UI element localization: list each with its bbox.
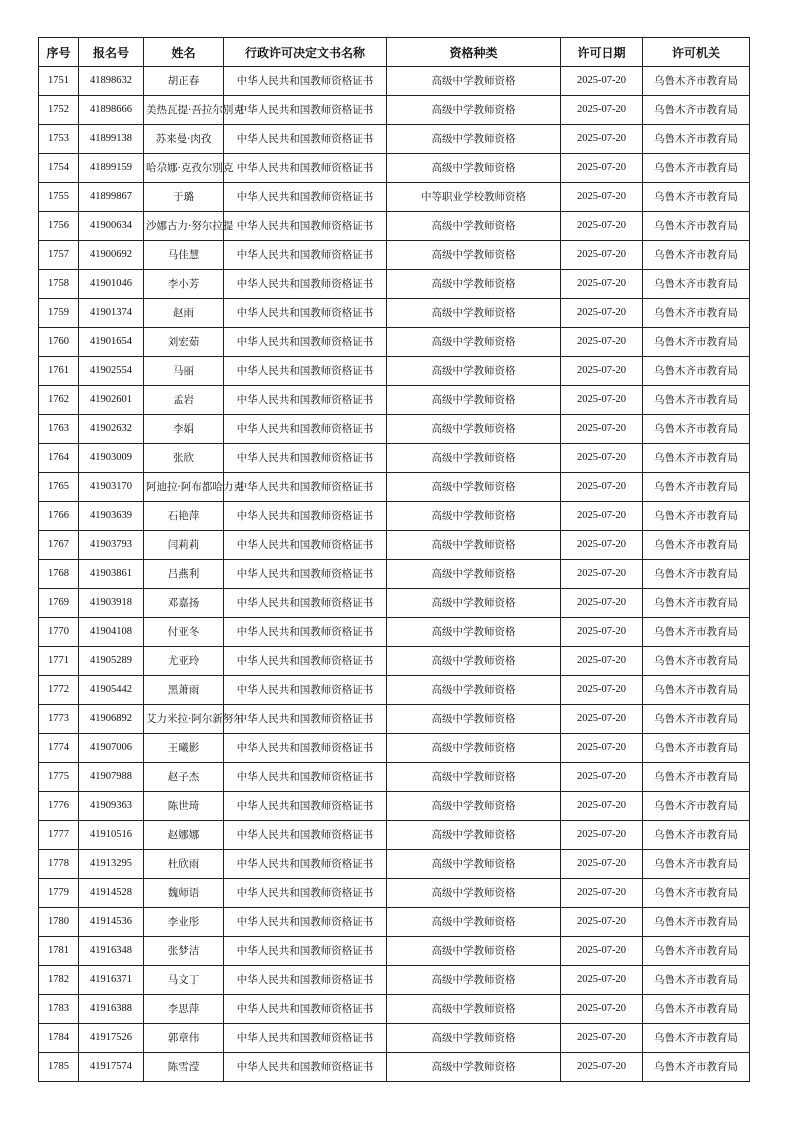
header-document-name: 行政许可决定文书名称 [224,38,387,67]
cell-license-date: 2025-07-20 [561,966,643,995]
cell-qualification-type: 高级中学教师资格 [387,473,561,502]
cell-qualification-type: 中等职业学校教师资格 [387,183,561,212]
cell-document-name: 中华人民共和国教师资格证书 [224,125,387,154]
cell-authority: 乌鲁木齐市教育局 [643,879,750,908]
header-license-date: 许可日期 [561,38,643,67]
cell-registration-no: 41898632 [79,67,144,96]
cell-serial: 1753 [39,125,79,154]
cell-qualification-type: 高级中学教师资格 [387,937,561,966]
cell-name: 杜欣雨 [144,850,224,879]
cell-document-name: 中华人民共和国教师资格证书 [224,589,387,618]
cell-authority: 乌鲁木齐市教育局 [643,937,750,966]
cell-qualification-type: 高级中学教师资格 [387,763,561,792]
cell-registration-no: 41916348 [79,937,144,966]
cell-qualification-type: 高级中学教师资格 [387,792,561,821]
cell-registration-no: 41903793 [79,531,144,560]
cell-authority: 乌鲁木齐市教育局 [643,705,750,734]
cell-document-name: 中华人民共和国教师资格证书 [224,328,387,357]
cell-authority: 乌鲁木齐市教育局 [643,183,750,212]
cell-qualification-type: 高级中学教师资格 [387,676,561,705]
cell-registration-no: 41903918 [79,589,144,618]
cell-authority: 乌鲁木齐市教育局 [643,560,750,589]
cell-name: 艾力米拉·阿尔新努尔 [144,705,224,734]
cell-registration-no: 41901374 [79,299,144,328]
header-authority: 许可机关 [643,38,750,67]
cell-document-name: 中华人民共和国教师资格证书 [224,183,387,212]
cell-authority: 乌鲁木齐市教育局 [643,850,750,879]
table-row [39,241,750,270]
cell-authority: 乌鲁木齐市教育局 [643,125,750,154]
cell-authority: 乌鲁木齐市教育局 [643,299,750,328]
cell-name: 李娟 [144,415,224,444]
cell-serial: 1771 [39,647,79,676]
cell-registration-no: 41901046 [79,270,144,299]
cell-license-date: 2025-07-20 [561,444,643,473]
cell-serial: 1769 [39,589,79,618]
cell-name: 付亚冬 [144,618,224,647]
cell-serial: 1776 [39,792,79,821]
table-row [39,328,750,357]
cell-license-date: 2025-07-20 [561,676,643,705]
cell-registration-no: 41899867 [79,183,144,212]
table-row [39,212,750,241]
cell-serial: 1780 [39,908,79,937]
cell-document-name: 中华人民共和国教师资格证书 [224,96,387,125]
cell-qualification-type: 高级中学教师资格 [387,299,561,328]
cell-name: 哈尕娜·克孜尔别克 [144,154,224,183]
cell-license-date: 2025-07-20 [561,705,643,734]
cell-document-name: 中华人民共和国教师资格证书 [224,386,387,415]
table-row [39,270,750,299]
cell-license-date: 2025-07-20 [561,937,643,966]
cell-authority: 乌鲁木齐市教育局 [643,270,750,299]
cell-qualification-type: 高级中学教师资格 [387,966,561,995]
cell-document-name: 中华人民共和国教师资格证书 [224,560,387,589]
table-row [39,473,750,502]
cell-name: 胡正春 [144,67,224,96]
table-row [39,299,750,328]
cell-document-name: 中华人民共和国教师资格证书 [224,299,387,328]
cell-document-name: 中华人民共和国教师资格证书 [224,415,387,444]
cell-name: 闫莉莉 [144,531,224,560]
table-row [39,734,750,763]
cell-authority: 乌鲁木齐市教育局 [643,444,750,473]
cell-authority: 乌鲁木齐市教育局 [643,531,750,560]
cell-license-date: 2025-07-20 [561,647,643,676]
cell-registration-no: 41917574 [79,1053,144,1082]
cell-name: 郭章伟 [144,1024,224,1053]
cell-qualification-type: 高级中学教师资格 [387,212,561,241]
cell-authority: 乌鲁木齐市教育局 [643,763,750,792]
cell-registration-no: 41903639 [79,502,144,531]
cell-registration-no: 41900692 [79,241,144,270]
cell-authority: 乌鲁木齐市教育局 [643,1024,750,1053]
cell-authority: 乌鲁木齐市教育局 [643,589,750,618]
cell-document-name: 中华人民共和国教师资格证书 [224,357,387,386]
table-row [39,879,750,908]
cell-document-name: 中华人民共和国教师资格证书 [224,995,387,1024]
table-row [39,502,750,531]
table-row [39,560,750,589]
cell-authority: 乌鲁木齐市教育局 [643,67,750,96]
cell-qualification-type: 高级中学教师资格 [387,531,561,560]
cell-serial: 1755 [39,183,79,212]
cell-authority: 乌鲁木齐市教育局 [643,241,750,270]
cell-license-date: 2025-07-20 [561,328,643,357]
cell-document-name: 中华人民共和国教师资格证书 [224,212,387,241]
cell-name: 李小芳 [144,270,224,299]
table-row [39,705,750,734]
cell-serial: 1767 [39,531,79,560]
cell-serial: 1783 [39,995,79,1024]
table-row [39,850,750,879]
cell-name: 刘宏茹 [144,328,224,357]
cell-document-name: 中华人民共和国教师资格证书 [224,270,387,299]
table-row [39,67,750,96]
cell-license-date: 2025-07-20 [561,995,643,1024]
cell-document-name: 中华人民共和国教师资格证书 [224,1024,387,1053]
cell-serial: 1781 [39,937,79,966]
cell-name: 苏来曼·肉孜 [144,125,224,154]
cell-authority: 乌鲁木齐市教育局 [643,386,750,415]
cell-serial: 1757 [39,241,79,270]
cell-document-name: 中华人民共和国教师资格证书 [224,908,387,937]
cell-qualification-type: 高级中学教师资格 [387,850,561,879]
cell-document-name: 中华人民共和国教师资格证书 [224,937,387,966]
table-row [39,357,750,386]
cell-name: 魏师语 [144,879,224,908]
cell-authority: 乌鲁木齐市教育局 [643,473,750,502]
cell-qualification-type: 高级中学教师资格 [387,705,561,734]
cell-registration-no: 41900634 [79,212,144,241]
cell-license-date: 2025-07-20 [561,618,643,647]
cell-qualification-type: 高级中学教师资格 [387,734,561,763]
cell-authority: 乌鲁木齐市教育局 [643,357,750,386]
cell-name: 吕燕利 [144,560,224,589]
cell-registration-no: 41907006 [79,734,144,763]
cell-qualification-type: 高级中学教师资格 [387,995,561,1024]
cell-registration-no: 41903170 [79,473,144,502]
cell-document-name: 中华人民共和国教师资格证书 [224,879,387,908]
cell-qualification-type: 高级中学教师资格 [387,415,561,444]
cell-serial: 1772 [39,676,79,705]
table-body [39,67,750,1082]
cell-authority: 乌鲁木齐市教育局 [643,734,750,763]
cell-serial: 1770 [39,618,79,647]
cell-authority: 乌鲁木齐市教育局 [643,502,750,531]
cell-authority: 乌鲁木齐市教育局 [643,154,750,183]
cell-name: 沙娜古力·努尔拉提 [144,212,224,241]
table-row [39,647,750,676]
cell-document-name: 中华人民共和国教师资格证书 [224,473,387,502]
cell-license-date: 2025-07-20 [561,792,643,821]
cell-license-date: 2025-07-20 [561,67,643,96]
cell-registration-no: 41910516 [79,821,144,850]
cell-document-name: 中华人民共和国教师资格证书 [224,154,387,183]
cell-name: 石艳萍 [144,502,224,531]
cell-license-date: 2025-07-20 [561,96,643,125]
cell-name: 马佳慧 [144,241,224,270]
cell-license-date: 2025-07-20 [561,386,643,415]
cell-authority: 乌鲁木齐市教育局 [643,966,750,995]
cell-name: 张梦洁 [144,937,224,966]
cell-authority: 乌鲁木齐市教育局 [643,908,750,937]
cell-registration-no: 41904108 [79,618,144,647]
cell-document-name: 中华人民共和国教师资格证书 [224,850,387,879]
cell-authority: 乌鲁木齐市教育局 [643,415,750,444]
cell-license-date: 2025-07-20 [561,908,643,937]
header-row [39,38,750,67]
table-row [39,183,750,212]
table-row [39,792,750,821]
cell-document-name: 中华人民共和国教师资格证书 [224,734,387,763]
cell-serial: 1762 [39,386,79,415]
cell-registration-no: 41899159 [79,154,144,183]
cell-document-name: 中华人民共和国教师资格证书 [224,705,387,734]
cell-registration-no: 41903861 [79,560,144,589]
cell-license-date: 2025-07-20 [561,502,643,531]
cell-name: 陈雪滢 [144,1053,224,1082]
header-registration-no: 报名号 [79,38,144,67]
cell-registration-no: 41916371 [79,966,144,995]
cell-document-name: 中华人民共和国教师资格证书 [224,647,387,676]
cell-serial: 1764 [39,444,79,473]
table-row [39,96,750,125]
cell-name: 王曦影 [144,734,224,763]
cell-document-name: 中华人民共和国教师资格证书 [224,1053,387,1082]
license-table [38,37,750,1082]
table-row [39,676,750,705]
cell-registration-no: 41902601 [79,386,144,415]
cell-authority: 乌鲁木齐市教育局 [643,96,750,125]
cell-license-date: 2025-07-20 [561,734,643,763]
cell-name: 陈世琦 [144,792,224,821]
cell-license-date: 2025-07-20 [561,850,643,879]
cell-registration-no: 41903009 [79,444,144,473]
table-row [39,937,750,966]
header-serial: 序号 [39,38,79,67]
cell-authority: 乌鲁木齐市教育局 [643,1053,750,1082]
cell-qualification-type: 高级中学教师资格 [387,879,561,908]
cell-document-name: 中华人民共和国教师资格证书 [224,821,387,850]
table-row [39,154,750,183]
cell-document-name: 中华人民共和国教师资格证书 [224,763,387,792]
cell-serial: 1752 [39,96,79,125]
cell-authority: 乌鲁木齐市教育局 [643,792,750,821]
cell-document-name: 中华人民共和国教师资格证书 [224,241,387,270]
cell-registration-no: 41902554 [79,357,144,386]
cell-document-name: 中华人民共和国教师资格证书 [224,792,387,821]
cell-license-date: 2025-07-20 [561,270,643,299]
cell-qualification-type: 高级中学教师资格 [387,560,561,589]
cell-name: 孟岩 [144,386,224,415]
cell-license-date: 2025-07-20 [561,1024,643,1053]
cell-name: 马文丁 [144,966,224,995]
cell-name: 邓嘉扬 [144,589,224,618]
cell-registration-no: 41916388 [79,995,144,1024]
cell-license-date: 2025-07-20 [561,241,643,270]
cell-license-date: 2025-07-20 [561,415,643,444]
cell-document-name: 中华人民共和国教师资格证书 [224,502,387,531]
table-row [39,386,750,415]
cell-serial: 1782 [39,966,79,995]
cell-serial: 1765 [39,473,79,502]
cell-name: 黑萧雨 [144,676,224,705]
cell-registration-no: 41917526 [79,1024,144,1053]
cell-license-date: 2025-07-20 [561,589,643,618]
cell-name: 李思萍 [144,995,224,1024]
cell-qualification-type: 高级中学教师资格 [387,1053,561,1082]
cell-qualification-type: 高级中学教师资格 [387,96,561,125]
table-row [39,821,750,850]
table-row [39,1024,750,1053]
table-row [39,589,750,618]
cell-serial: 1759 [39,299,79,328]
cell-registration-no: 41905442 [79,676,144,705]
cell-serial: 1754 [39,154,79,183]
cell-name: 尤亚玲 [144,647,224,676]
cell-name: 美热瓦提·吾拉尔别克 [144,96,224,125]
cell-qualification-type: 高级中学教师资格 [387,618,561,647]
table-row [39,966,750,995]
cell-name: 李业彤 [144,908,224,937]
cell-authority: 乌鲁木齐市教育局 [643,618,750,647]
cell-license-date: 2025-07-20 [561,473,643,502]
cell-authority: 乌鲁木齐市教育局 [643,676,750,705]
cell-serial: 1761 [39,357,79,386]
cell-serial: 1756 [39,212,79,241]
cell-qualification-type: 高级中学教师资格 [387,241,561,270]
cell-qualification-type: 高级中学教师资格 [387,328,561,357]
cell-registration-no: 41913295 [79,850,144,879]
cell-registration-no: 41901654 [79,328,144,357]
header-qualification-type: 资格种类 [387,38,561,67]
cell-qualification-type: 高级中学教师资格 [387,125,561,154]
cell-serial: 1763 [39,415,79,444]
cell-serial: 1758 [39,270,79,299]
cell-license-date: 2025-07-20 [561,125,643,154]
cell-registration-no: 41898666 [79,96,144,125]
table-row [39,908,750,937]
cell-authority: 乌鲁木齐市教育局 [643,995,750,1024]
cell-license-date: 2025-07-20 [561,879,643,908]
cell-registration-no: 41902632 [79,415,144,444]
table-row [39,763,750,792]
cell-document-name: 中华人民共和国教师资格证书 [224,444,387,473]
cell-license-date: 2025-07-20 [561,154,643,183]
cell-document-name: 中华人民共和国教师资格证书 [224,676,387,705]
cell-qualification-type: 高级中学教师资格 [387,1024,561,1053]
cell-license-date: 2025-07-20 [561,357,643,386]
cell-serial: 1785 [39,1053,79,1082]
cell-document-name: 中华人民共和国教师资格证书 [224,67,387,96]
cell-license-date: 2025-07-20 [561,560,643,589]
cell-qualification-type: 高级中学教师资格 [387,386,561,415]
cell-registration-no: 41914528 [79,879,144,908]
cell-serial: 1777 [39,821,79,850]
cell-qualification-type: 高级中学教师资格 [387,589,561,618]
cell-serial: 1760 [39,328,79,357]
cell-name: 于璐 [144,183,224,212]
cell-qualification-type: 高级中学教师资格 [387,270,561,299]
cell-license-date: 2025-07-20 [561,212,643,241]
cell-document-name: 中华人民共和国教师资格证书 [224,618,387,647]
cell-qualification-type: 高级中学教师资格 [387,908,561,937]
cell-registration-no: 41906892 [79,705,144,734]
cell-qualification-type: 高级中学教师资格 [387,821,561,850]
cell-registration-no: 41907988 [79,763,144,792]
cell-serial: 1768 [39,560,79,589]
cell-name: 张欣 [144,444,224,473]
cell-name: 阿迪拉·阿布都哈力克 [144,473,224,502]
cell-qualification-type: 高级中学教师资格 [387,444,561,473]
cell-qualification-type: 高级中学教师资格 [387,647,561,676]
cell-license-date: 2025-07-20 [561,531,643,560]
cell-serial: 1775 [39,763,79,792]
cell-serial: 1778 [39,850,79,879]
table-row [39,415,750,444]
table-row [39,995,750,1024]
cell-registration-no: 41909363 [79,792,144,821]
cell-document-name: 中华人民共和国教师资格证书 [224,531,387,560]
cell-license-date: 2025-07-20 [561,299,643,328]
cell-name: 赵雨 [144,299,224,328]
cell-serial: 1751 [39,67,79,96]
table-row [39,1053,750,1082]
cell-license-date: 2025-07-20 [561,183,643,212]
cell-name: 赵娜娜 [144,821,224,850]
table-header [39,38,750,67]
cell-qualification-type: 高级中学教师资格 [387,357,561,386]
cell-authority: 乌鲁木齐市教育局 [643,647,750,676]
cell-name: 赵子杰 [144,763,224,792]
cell-license-date: 2025-07-20 [561,763,643,792]
table-row [39,444,750,473]
cell-serial: 1766 [39,502,79,531]
cell-serial: 1784 [39,1024,79,1053]
cell-serial: 1773 [39,705,79,734]
cell-authority: 乌鲁木齐市教育局 [643,821,750,850]
cell-registration-no: 41905289 [79,647,144,676]
cell-serial: 1779 [39,879,79,908]
cell-authority: 乌鲁木齐市教育局 [643,328,750,357]
header-name: 姓名 [144,38,224,67]
cell-license-date: 2025-07-20 [561,821,643,850]
cell-qualification-type: 高级中学教师资格 [387,502,561,531]
cell-registration-no: 41899138 [79,125,144,154]
table-row [39,618,750,647]
table-row [39,531,750,560]
cell-serial: 1774 [39,734,79,763]
cell-qualification-type: 高级中学教师资格 [387,67,561,96]
cell-qualification-type: 高级中学教师资格 [387,154,561,183]
cell-registration-no: 41914536 [79,908,144,937]
table-row [39,125,750,154]
cell-name: 马丽 [144,357,224,386]
cell-license-date: 2025-07-20 [561,1053,643,1082]
cell-authority: 乌鲁木齐市教育局 [643,212,750,241]
cell-document-name: 中华人民共和国教师资格证书 [224,966,387,995]
